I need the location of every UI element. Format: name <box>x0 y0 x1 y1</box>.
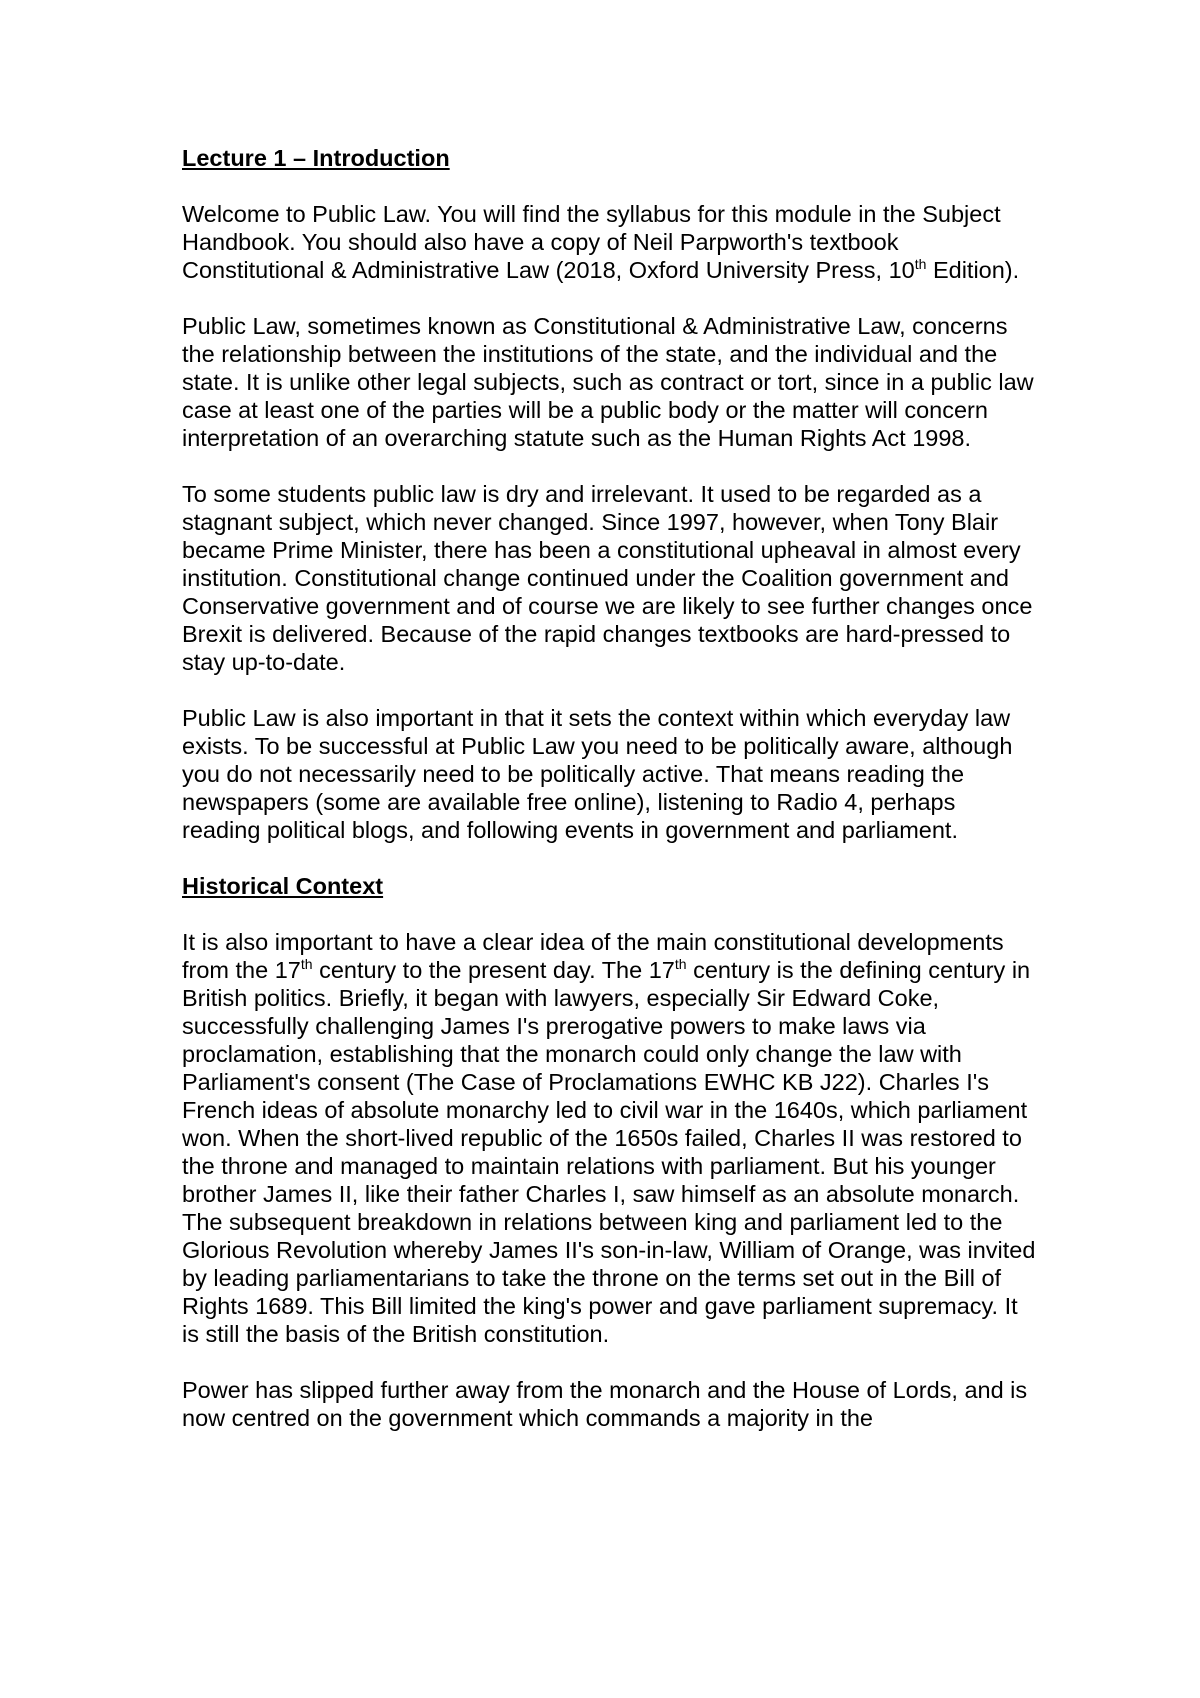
power-paragraph: Power has slipped further away from the monarch and the House of Lords, and is now centred on the government which commands a majority in the <box>182 1377 1028 1431</box>
superscript-th: th <box>674 956 687 972</box>
constitutional-change-paragraph: To some students public law is dry and irrelevant. It used to be regarded as a stagnant subject, which never changed. Since 1997, however, when Tony Blair became Prime Minister, there has been a constitutional upheaval in almost every institution. Constitutional change continued under the Coalition government and Conservative government and of course we are likely to see further changes once Brexit is delivered. Because of the rapid changes textbooks are hard-pressed to stay up-to-date. <box>182 481 1033 675</box>
historical-context-heading: Historical Context <box>182 873 384 899</box>
historical-text-part3: century is the defining century in British politics. Briefly, it began with lawyers, especially Sir Edward Coke, successfully challenging James I's prerogative powers to make laws via proclamation, establishing that the monarch could only change the law with Parliament's consent (The Case of Proclamations EWHC KB J22). Charles I's French ideas of absolute monarchy led to civil war in the 1640s, which parliament won. When the short-lived republic of the 1650s failed, Charles II was restored to the throne and managed to maintain relations with parliament. But his younger brother James II, like their father Charles I, saw himself as an absolute monarch. The subsequent breakdown in relations between king and parliament led to the Glorious Revolution whereby James II's son-in-law, William of Orange, was invited by leading parliamentarians to take the throne on the terms set out in the Bill of Rights 1689. This Bill limited the king's power and gave parliament supremacy. It is still the basis of the British constitution. <box>182 957 1036 1347</box>
intro-text-part2: Edition). <box>926 257 1020 283</box>
superscript-th: th <box>300 956 313 972</box>
public-law-definition-paragraph: Public Law, sometimes known as Constitutional & Administrative Law, concerns the relationship between the institutions of the state, and the individual and the state. It is unlike other legal subjects, such as contract or tort, since in a public law case at least one of the parties will be a public body or the matter will concern interpretation of an overarching statute such as the Human Rights Act 1998. <box>182 313 1034 451</box>
political-awareness-paragraph: Public Law is also important in that it sets the context within which everyday law exists. To be successful at Public Law you need to be politically aware, although you do not necessarily need to be politically active. That means reading the newspapers (some are available free online), listening to Radio 4, perhaps reading political blogs, and following events in government and parliament. <box>182 705 1013 843</box>
historical-paragraph <box>182 928 1040 1348</box>
intro-paragraph <box>182 200 1040 284</box>
historical-text-part1: It is also important to have a clear idea of the main constitutional developments from the 17 <box>182 929 1004 983</box>
lecture-heading: Lecture 1 – Introduction <box>182 145 450 171</box>
historical-text-part2: century to the present day. The 17 <box>312 957 675 983</box>
superscript-th: th <box>914 256 927 272</box>
intro-text-part1: Welcome to Public Law. You will find the syllabus for this module in the Subject Handbook. You should also have a copy of Neil Parpworth's textbook Constitutional & Administrative Law (2018, Oxford University Press, 10 <box>182 201 1001 283</box>
